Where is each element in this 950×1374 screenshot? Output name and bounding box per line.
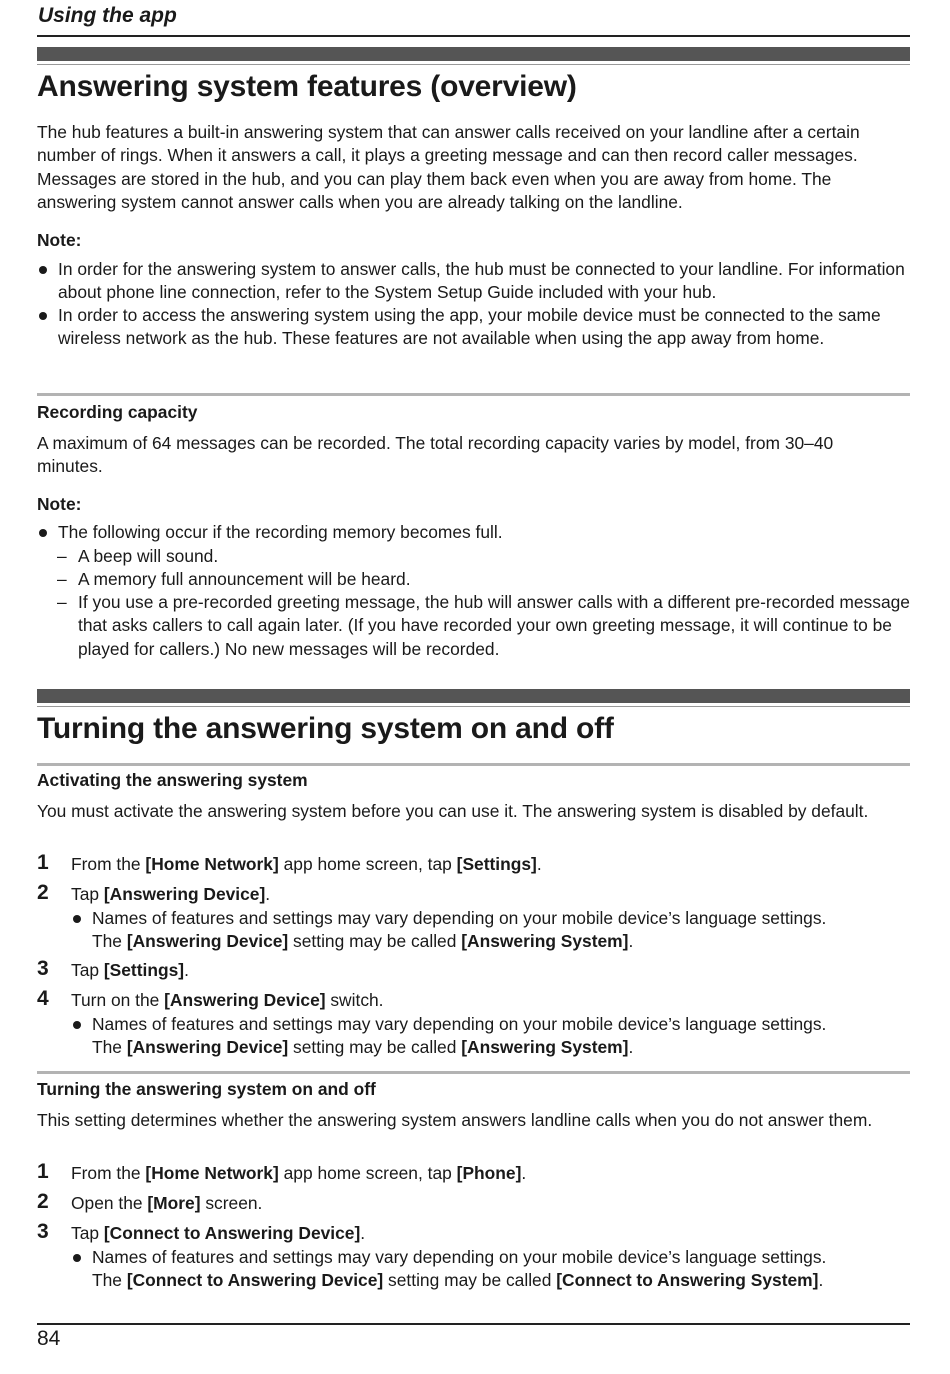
step-number: 1 — [37, 1160, 49, 1183]
dash-item-text: A beep will sound. — [78, 546, 219, 566]
step-item — [37, 989, 910, 1013]
note-bullet-text: In order for the answering system to answer calls, the hub must be connected to your landline. For information about phone line connection, refer to the System Setup Guide included with your hub. — [58, 259, 905, 303]
subsection-rule — [37, 1071, 910, 1074]
dash-item — [57, 591, 910, 661]
step-text: Open the [More] screen. — [71, 1193, 263, 1213]
step-item — [37, 853, 910, 877]
recording-capacity-heading: Recording capacity — [37, 402, 198, 422]
turning-text: This setting determines whether the answering system answers landline calls when you do not answer them. — [37, 1110, 873, 1130]
section-bar-thin — [37, 706, 910, 707]
step-text: Tap [Settings]. — [71, 960, 189, 980]
section-bar-thin — [37, 64, 910, 65]
footer-rule — [37, 1323, 910, 1325]
recording-capacity-text: A maximum of 64 messages can be recorded. The total recording capacity varies by model, from 30–40 minutes. — [37, 433, 834, 477]
bullet-icon — [39, 529, 47, 537]
step-number: 3 — [37, 1220, 49, 1243]
bullet-icon — [39, 312, 47, 320]
activating-text: You must activate the answering system before you can use it. The answering system is disabled by default. — [37, 801, 869, 821]
step-text: Turn on the [Answering Device] switch. — [71, 990, 384, 1010]
dash-item-text: A memory full announcement will be heard. — [78, 569, 411, 589]
activating-heading: Activating the answering system — [37, 770, 308, 790]
subnote-line: Names of features and settings may vary depending on your mobile device’s language settings. — [92, 1014, 827, 1034]
dash-item — [57, 545, 910, 568]
step-item — [37, 1162, 910, 1186]
bullet-icon — [73, 915, 81, 923]
note-bullet-text: The following occur if the recording memory becomes full. — [58, 522, 503, 542]
section-title-turning: Turning the answering system on and off — [37, 712, 614, 745]
header-rule — [37, 35, 910, 37]
step-text: From the [Home Network] app home screen, tap [Settings]. — [71, 854, 542, 874]
note-bullet — [37, 304, 910, 351]
dash-icon: – — [57, 546, 67, 566]
step-subnote — [71, 907, 910, 954]
section-bar — [37, 689, 910, 703]
step-number: 3 — [37, 957, 49, 980]
bullet-icon — [73, 1254, 81, 1262]
step-text: Tap [Connect to Answering Device]. — [71, 1223, 366, 1243]
bullet-icon — [73, 1021, 81, 1029]
turning-heading: Turning the answering system on and off — [37, 1079, 376, 1099]
step-item — [37, 1222, 910, 1246]
step-item — [37, 959, 910, 983]
step-item — [37, 1192, 910, 1216]
overview-intro: The hub features a built-in answering system that can answer calls received on your landline after a certain number of rings. When it answers a call, it plays a greeting message and can then record caller messages. Messages are stored in the hub, and you can play them back even when you are away from home. The answering system cannot answer calls when you are already talking on the landline. — [37, 122, 860, 212]
subnote-line: The [Answering Device] setting may be called [Answering System]. — [92, 1037, 634, 1058]
note-label: Note: — [37, 230, 82, 250]
step-number: 2 — [37, 1190, 49, 1213]
step-text: Tap [Answering Device]. — [71, 884, 271, 904]
section-title-overview: Answering system features (overview) — [37, 70, 577, 103]
dash-icon: – — [57, 592, 67, 612]
dash-icon: – — [57, 569, 67, 589]
step-number: 1 — [37, 851, 49, 874]
header-section-title: Using the app — [38, 4, 177, 27]
step-subnote — [71, 1013, 910, 1060]
note-label: Note: — [37, 494, 82, 514]
subsection-rule — [37, 393, 910, 396]
step-text: From the [Home Network] app home screen, tap [Phone]. — [71, 1163, 527, 1183]
note-bullet — [37, 258, 910, 305]
note-bullet-text: In order to access the answering system using the app, your mobile device must be connected to the same wireless network as the hub. These features are not available when using the app away from home. — [58, 305, 881, 349]
step-item — [37, 883, 910, 907]
subnote-line: Names of features and settings may vary depending on your mobile device’s language settings. — [92, 908, 827, 928]
subnote-line: Names of features and settings may vary depending on your mobile device’s language settings. — [92, 1247, 827, 1267]
note-bullet — [37, 521, 910, 544]
dash-item — [57, 568, 910, 591]
bullet-icon — [39, 266, 47, 274]
step-subnote — [71, 1246, 910, 1293]
step-number: 4 — [37, 987, 49, 1010]
dash-item-text: If you use a pre-recorded greeting message, the hub will answer calls with a different pre-recorded message that asks callers to call again later. (If you have recorded your own greeting message, it will continue to be played for callers.) No new messages will be recorded. — [78, 592, 910, 659]
page-number: 84 — [37, 1327, 61, 1350]
subsection-rule — [37, 763, 910, 766]
subnote-line: The [Connect to Answering Device] setting may be called [Connect to Answering System]. — [92, 1270, 824, 1291]
subnote-line: The [Answering Device] setting may be called [Answering System]. — [92, 931, 634, 952]
step-number: 2 — [37, 881, 49, 904]
section-bar — [37, 47, 910, 61]
